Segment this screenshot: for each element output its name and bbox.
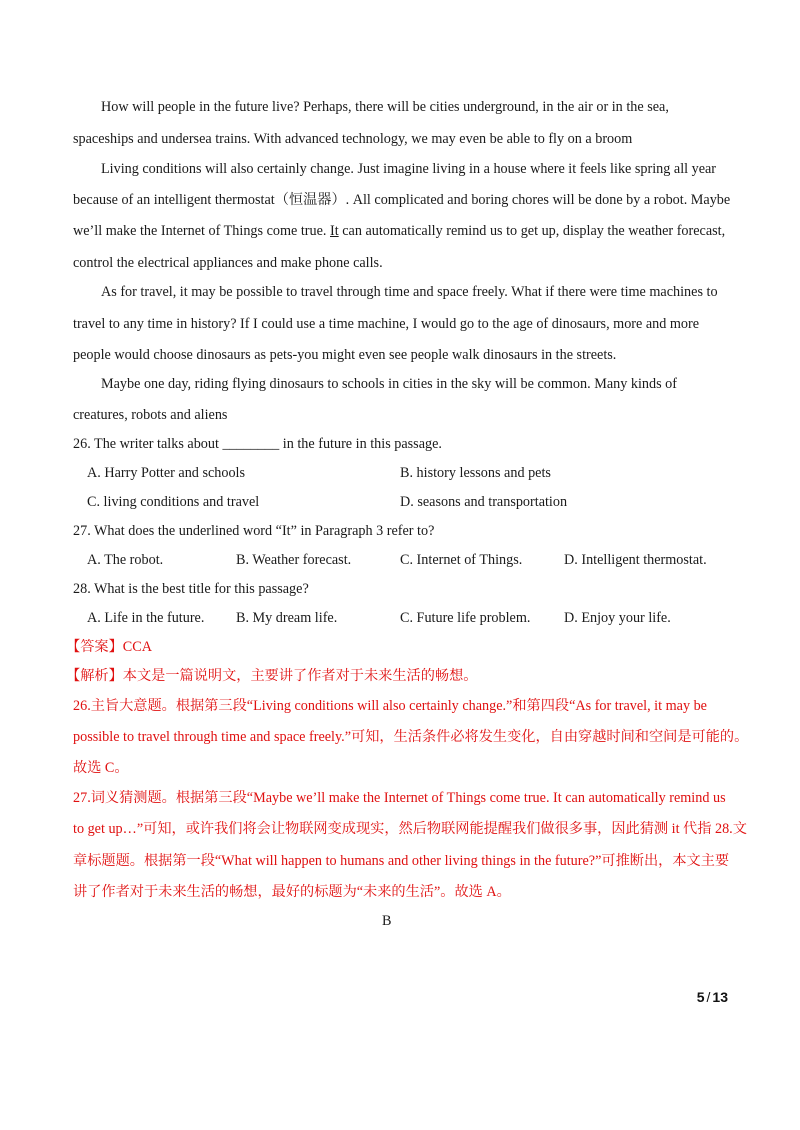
question-26-option-a: A. Harry Potter and schools	[87, 465, 246, 481]
question-27-stem: 27. What does the underlined word “It” in Paragraph 3 refer to?	[73, 523, 435, 539]
stray-option-letter: B	[382, 913, 392, 929]
question-28-option-a: A. Life in the future.	[87, 610, 205, 626]
question-26-stem: 26. The writer talks about ________ in the future in this passage.	[73, 436, 442, 452]
answer-value: CCA	[122, 639, 152, 655]
answer-line	[66, 638, 152, 656]
answer-label: 【答案】	[66, 639, 123, 655]
analysis-summary-line	[66, 667, 477, 685]
question-26-option-b: B. history lessons and pets	[400, 465, 551, 481]
question-27-option-c: C. Internet of Things.	[400, 552, 523, 568]
question-26-option-c: C. living conditions and travel	[87, 494, 260, 510]
passage-p4-line2: creatures, robots and aliens	[73, 407, 228, 423]
passage-p2-line3-post: can automatically remind us to get up, display the weather forecast,	[338, 223, 726, 239]
page-number	[697, 989, 728, 1005]
passage-p1-line2: spaceships and undersea trains. With advanced technology, we may even be able to fly on a broom	[73, 131, 633, 147]
analysis-line-4: 27.词义猜测题。根据第三段“Maybe we’ll make the Internet of Things come true. It can automatically remind us	[73, 790, 726, 806]
passage-p3-line2: travel to any time in history? If I could use a time machine, I would go to the age of dinosaurs, more and more	[73, 316, 700, 332]
analysis-line-7: 讲了作者对于未来生活的畅想，最好的标题为“未来的生活”。故选 A。	[73, 884, 511, 900]
question-28-option-d: D. Enjoy your life.	[564, 610, 671, 626]
passage-p2-line2: because of an intelligent thermostat（恒温器）. All complicated and boring chores will be done by a robot. Maybe	[73, 192, 731, 208]
passage-p2-line3	[73, 222, 725, 240]
question-28-stem: 28. What is the best title for this passage?	[73, 581, 309, 597]
analysis-line-2: possible to travel through time and space freely.”可知，生活条件必将发生变化，自由穿越时间和空间是可能的。	[73, 729, 749, 745]
page-number-separator: /	[706, 989, 711, 1005]
question-28-option-b: B. My dream life.	[236, 610, 338, 626]
passage-p2-line3-pre: we’ll make the Internet of Things come true.	[73, 223, 330, 239]
analysis-summary: 本文是一篇说明文，主要讲了作者对于未来生活的畅想。	[122, 668, 478, 684]
question-26-option-d: D. seasons and transportation	[400, 494, 568, 510]
passage-p4-line1: Maybe one day, riding flying dinosaurs to schools in cities in the sky will be common. Many kinds of	[101, 376, 677, 392]
analysis-line-6: 章标题题。根据第一段“What will happen to humans and other living things in the future?”可推断出，本文主要	[73, 853, 730, 869]
analysis-line-5: to get up…”可知，或许我们将会让物联网变成现实，然后物联网能提醒我们做很多事，因此猜测 it 代指 28.文	[73, 821, 747, 837]
question-28-option-c: C. Future life problem.	[400, 610, 531, 626]
passage-p3-line3: people would choose dinosaurs as pets-you might even see people walk dinosaurs in the streets.	[73, 347, 617, 363]
underlined-word-it: It	[330, 223, 339, 239]
page-number-current: 5	[696, 989, 705, 1005]
page-number-total: 13	[712, 989, 728, 1005]
analysis-line-3: 故选 C。	[73, 760, 129, 776]
passage-p2-line1: Living conditions will also certainly change. Just imagine living in a house where it feels like spring all year	[101, 161, 717, 177]
analysis-line-1: 26.主旨大意题。根据第三段“Living conditions will also certainly change.”和第四段“As for travel, it may be	[73, 698, 707, 714]
question-27-option-d: D. Intelligent thermostat.	[564, 552, 707, 568]
passage-p2-line4: control the electrical appliances and make phone calls.	[73, 255, 383, 271]
passage-p3-line1: As for travel, it may be possible to travel through time and space freely. What if there were time machines to	[101, 284, 718, 300]
analysis-label: 【解析】	[66, 668, 123, 684]
passage-p1-line1: How will people in the future live? Perhaps, there will be cities underground, in the air or in the sea,	[101, 99, 669, 115]
question-27-option-b: B. Weather forecast.	[236, 552, 352, 568]
question-27-option-a: A. The robot.	[87, 552, 164, 568]
